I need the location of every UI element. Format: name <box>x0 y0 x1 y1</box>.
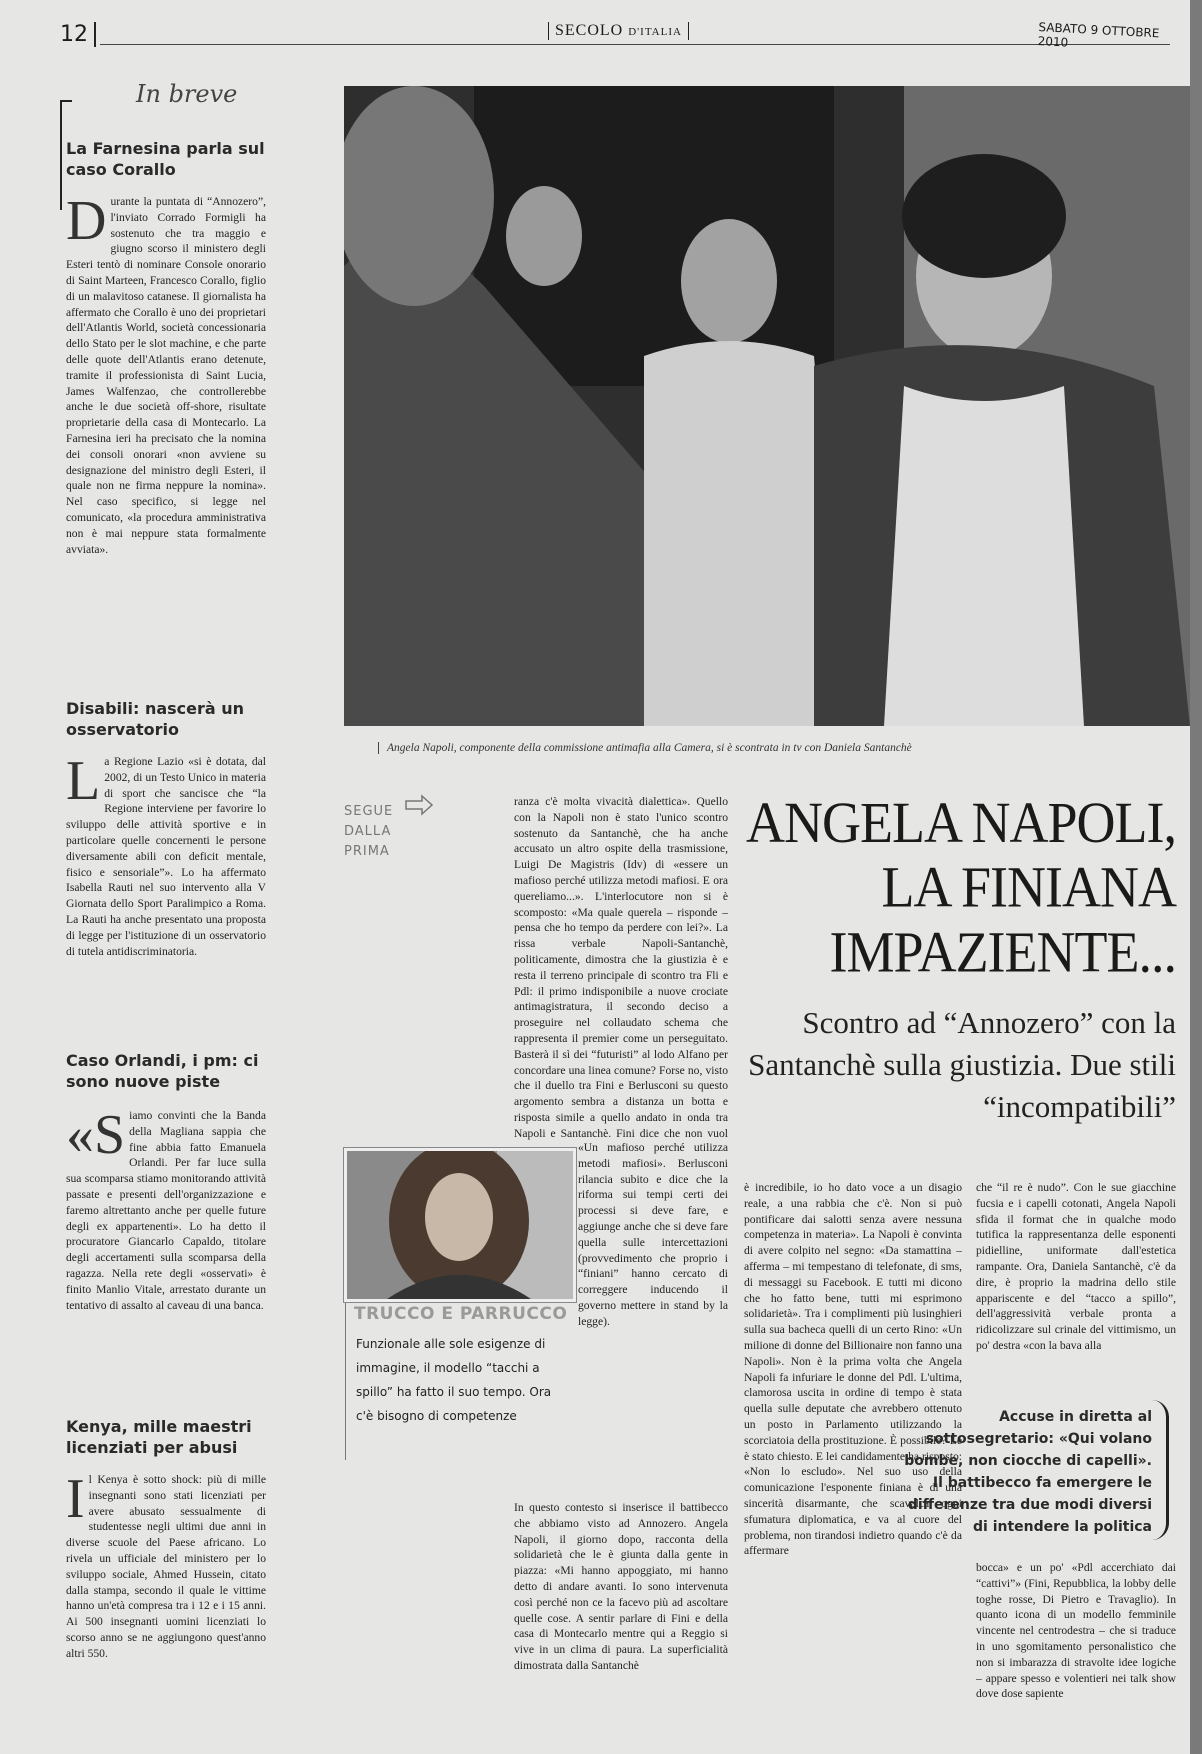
segue-line: DALLA <box>344 824 392 839</box>
issue-date: SABATO 9 OTTOBRE 2010 <box>1037 20 1160 50</box>
continued-from-front <box>344 802 393 862</box>
brief-heading-orlandi: Caso Orlandi, i pm: ci sono nuove piste <box>66 1051 259 1091</box>
headline-line-2: LA FINIANA <box>881 854 1176 920</box>
article-text: bocca» e un po' «Pdl accerchiato dai “cattivi”» (Fini, Repubblica, la lobby delle toghe rosse, Di Pietro e Travaglio). In quanto icona di un modello femminile vincente nel centrodestra – che si traduce in uno sgomitamento personalistico che non si imbarazza di stravolte idee logiche – appare spesso e volentieri nei talk show dove dose sapiente <box>976 1561 1176 1701</box>
brief-heading-farnesina: La Farnesina parla sul caso Corallo <box>66 139 265 179</box>
box-rule <box>345 1300 346 1460</box>
brief-body-orlandi <box>66 1104 266 1398</box>
segue-line: SEGUE <box>344 804 394 819</box>
masthead-name: SECOLO <box>555 22 624 39</box>
segue-line: PRIMA <box>344 844 390 859</box>
box-label: TRUCCO E PARRUCCO <box>354 1304 568 1324</box>
brief-text: l Kenya è sotto shock: più di mille insegnanti sono stati licenziati per avere abusato sessualmente di studentesse negli ultimi due anni in diverse scuole del Paese africano. Lo rivela un ufficiale del ministero per lo sviluppo sociale, Ahmed Hussein, citato dalla stampa, secondo il quale le vittime hanno un'età compresa tra i 12 e i 15 anni. Ai 500 insegnanti uomini licenziati lo scorso anno se ne aggiungono quest'anno altri 550. <box>66 1473 266 1660</box>
brief-text: a Regione Lazio «si è dotata, dal 2002, di un Testo Unico in materia di sport che sancisce che “la Regione interviene per favorire lo sviluppo delle attività sportive e in particolare quelle concernenti le persone diversamente abili con deficit mentale, fisico e sensoriale”». Lo ha affermato Isabella Rauti nel suo intervento alla V Giornata dello Sport Paralimpico a Roma. La Rauti ha anche presentato una proposta di legge per l'istituzione di un osservatorio di tutela antidiscriminatoria. <box>66 755 266 958</box>
subheadline: Scontro ad “Annozero” con la Santanchè sulla giustizia. Due stili “incompatibili” <box>748 1005 1176 1124</box>
article-column-3-bottom <box>976 1560 1176 1740</box>
drop-cap: «S <box>66 1104 126 1166</box>
article-text-end: In questo contesto si inserisce il battibecco che abbiamo visto ad Annozero. Angela Napoli, il giorno dopo, racconta della solidarietà che le è giunta dalla gente in piazza: «Mi hanno appoggiato, mi hanno detto di andare avanti. Io sono intervenuta così perché non ce la facevo più ad ascoltare quelle cose. A sentir parlare di Fini e della casa di Montecarlo mentre qui a Reggio si vive in un clima di paura. La superficialità dimostrata dalla Santanchè <box>514 1501 728 1672</box>
box-photo <box>344 1148 576 1302</box>
callout-bracket <box>1152 1400 1169 1540</box>
headline-line-3: IMPAZIENTE... <box>829 919 1176 985</box>
brief-body-kenya <box>66 1468 266 1732</box>
brief-heading-kenya: Kenya, mille maestri licenziati per abusi <box>66 1417 252 1457</box>
article-column-1-end <box>514 1500 728 1740</box>
arrow-right-icon <box>404 794 434 816</box>
section-label: In breve <box>136 80 238 108</box>
photo-caption: Angela Napoli, componente della commissione antimafia alla Camera, si è scontrata in tv con Daniela Santanchè <box>378 742 1087 754</box>
masthead-suffix: D'ITALIA <box>628 26 682 38</box>
brief-text: iamo convinti che la Banda della Magliana sappia che fine abbia fatto Emanuela Orlandi. Per far luce sulla sua scomparsa stiamo monitorando attività passate e presenti dell'organizzazione e faremo altrettanto anche per quelle future degli ex appartenenti». Lo ha detto il procuratore Giancarlo Capaldo, titolare degli accertamenti sulla scomparsa della ragazza. Nella rete degli «osservati» è finito Manlio Vitale, arrestato durante un tentativo di assalto al caveau di una banca. <box>66 1109 266 1312</box>
header-rule <box>100 44 1170 45</box>
article-column-1-cont <box>578 1140 728 1500</box>
headline <box>656 790 1176 984</box>
drop-cap: I <box>66 1468 85 1530</box>
headline-line-1: ANGELA NAPOLI, <box>746 790 1176 855</box>
brief-body-farnesina <box>66 190 266 674</box>
page-number: 12 <box>60 22 96 47</box>
portrait-graphic <box>347 1151 573 1299</box>
main-photo <box>344 86 1190 726</box>
article-text: è incredibile, io ho dato voce a un disagio reale, a una rabbia che c'è. Non si può pontificare dai salotti senza avere nessuna competenza in materia». La Napoli è convinta di avere colpito nel segno: «Da stamattina – afferma – mi tempestano di telefonate, di sms, di messaggi su Facebook. E tutti mi dicono che ho fatto bene, tutti mi esprimono solidarietà». Tra i complimenti più lusinghieri sulla sua bacheca quelli di un certo Rino: «Un milione di donne del Billionaire non fanno una Napoli». Non è la prima volta che Angela Napoli fa infuriare le donne del Pdl. L'ultima, clamorosa uscita in ordine di tempo è stata quella sulle deputate che avrebbero ottenuto un posto in Parlamento utilizzando la scorciatoia della prostituzione. È possibile? Le è stato chiesto. E lei candidamente ha risposto: «Non lo escludo». Nel suo uso della comunicazione l'esponente finiana è di una sincerità disarmante, che scavalca ogni sfumatura diplomatica, e va al cuore del problema, non tirandosi indietro quando c'è da affermare <box>744 1181 962 1558</box>
box-text: Funzionale alle sole esigenze di immagine, il modello “tacchi a spillo” ha fatto il suo tempo. Ora c'è bisogno di competenze <box>356 1337 552 1423</box>
article-text: che “il re è nudo”. Con le sue giacchine fucsia e i capelli cotonati, Angela Napoli sfida il format che in qualche modo tutifica la rappresentanza delle esponenti pidielline, uniformate dall'estetica rampante. Ora, Daniela Santanchè, c'è da dire, è proprio la madrina dello stile appariscente e del “tacco a spillo”, dell'aggressività verbale pronta a ridicolizzare sul crinale del vittimismo, un po' destra «con la bava alla <box>976 1181 1176 1352</box>
article-column-3-top <box>976 1180 1176 1380</box>
main-photo-graphic <box>344 86 1190 726</box>
drop-cap: L <box>66 750 101 812</box>
article-text: ranza c'è molta vivacità dialettica». Quello con la Napoli non è stato l'unico scontro sostenuto da Santanchè, che ha anche accusato un altro ospite della trasmissione, Luigi De Magistris (Idv) di «essere un mafioso perché utilizza metodi mafiosi. E ora quereliamo...». L'interlocutore non si è scomposto: «Ma quale querela – risponde – pensa che ho tempo da perdere con lei?». La rissa verbale Napoli-Santanchè, politicamente, dimostra che la giustizia è e resta il terreno principale di scontro tra Fli e Pdl: il primo indisponibile a nuove crociate antimagistratura, il secondo deciso a proseguire nel collaudato schema che rappresenta il premier come un perseguitato. Basterà il sì dei “futuristi” al lodo Alfano per concordare una linea comune? Forse no, visto che il duello tra Fini e Berlusconi su questo argomento sembra a distanza un botta e risposta simile a quello andato in onda tra Napoli e Santanchè. Fini dice che non vuol <box>514 795 728 1140</box>
callout: Accuse in diretta al sottosegretario: «Qui volano bombe, non ciocche di capelli». Il battibecco fa emergere le differenze tra due modi diversi di intendere la politica <box>904 1409 1152 1535</box>
brief-text: urante la puntata di “Annozero”, l'inviato Corrado Formigli ha sostenuto che tra maggio e giugno scorso il ministero degli Esteri tentò di nominare Console onorario di Saint Marteen, Francesco Corallo, figlio di un malavitoso catanese. Il giornalista ha affermato che Corallo è uno dei proprietari dell'Atlantis World, società concessionaria dello Stato per le slot machine, e che parte delle quote dell'Atlantis erano detenute, tramite il professionista di Saint Lucia, James Walfenzao, che controllerebbe anche le due società off-shore, risultate proprietarie della casa di Montecarlo. La Farnesina ieri ha precisato che la nomina dei consoli onorari «non avviene su designazione del ministro degli Esteri, il quale non ne firma neppure la nomina». Nel caso specifico, si legge nel comunicato, «la procedura amministrativa non è mai neppure stata formalmente avviata». <box>66 195 266 556</box>
drop-cap: D <box>66 190 107 252</box>
brief-heading-disabili: Disabili: nascerà un osservatorio <box>66 699 245 739</box>
article-text-continued: «Un mafioso perché utilizza metodi mafiosi». Berlusconi rilancia subito e dice che la riforma sui tempi certi dei processi si deve fare, e aggiunge anche che si deve fare quella sulle intercettazioni (provvedimento che proprio i “finiani” hanno cercato di correggere inducendo il governo mettere in stand by la legge). <box>578 1141 728 1328</box>
masthead-title <box>548 22 689 40</box>
brief-body-disabili <box>66 750 266 1036</box>
